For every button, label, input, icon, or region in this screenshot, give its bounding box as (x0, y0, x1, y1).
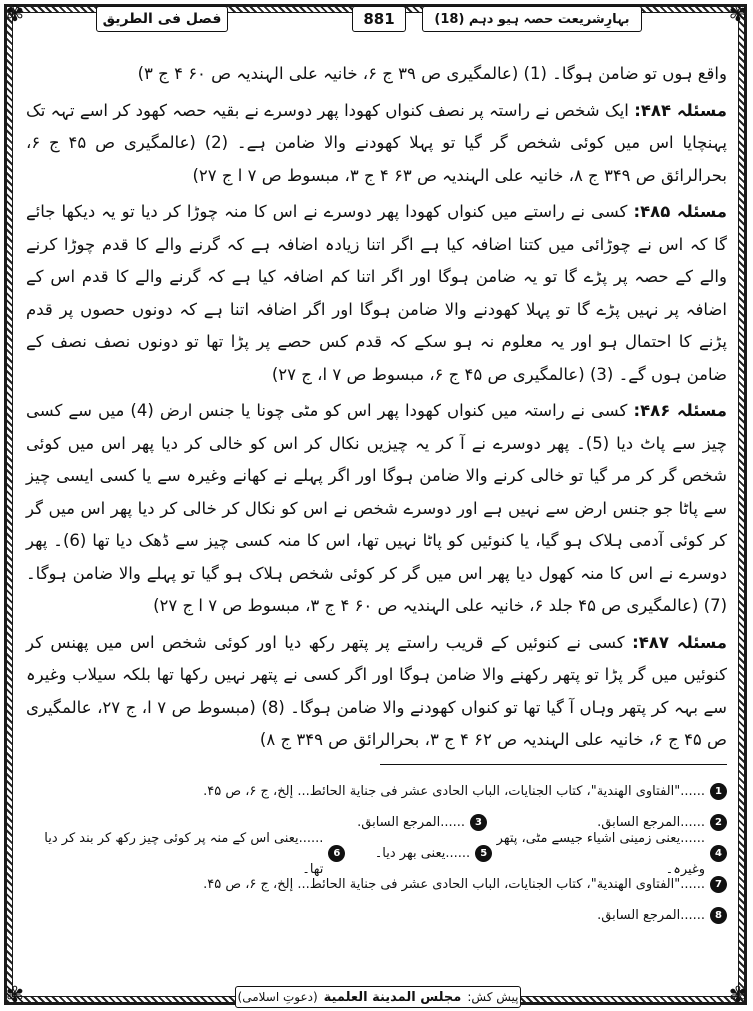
footnote-row (26, 776, 727, 807)
footnote-number-icon: 4 (710, 845, 727, 862)
footnote-number-icon: 2 (710, 814, 727, 831)
footnote-row (26, 900, 727, 931)
page-number: 881 (352, 6, 406, 32)
footnote-8: 8 ......المرجع السابق. (597, 900, 727, 931)
masala-text: کسی نے راستہ میں کنواں کھودا پھر اس کو مٹی چونا یا جنس ارض (4) میں سے کسی چیز سے پاٹ دیا (5)۔ پھر دوسرے نے آ کر یہ چیزیں نکال کر اس کو خالی کر دیا پھر اس میں کوئی شخص گر کر مر گیا تو خالی کرنے والا ضامن ہوگا اور اگر پہلے نے کھانے وغیرہ سے یا کسی ایسی چیز سے پاٹا جو جنس ارض سے نہیں ہے اور دوسرے شخص نے اس کو نکال کر خالی کر دیا پھر اس میں گر کر کوئی آدمی ہلاک ہو گیا، یا کنوئیں کو پاٹا نہیں تھا، اس کا منہ کسی چیز سے ڈھک دیا تھا (6)۔ پھر دوسرے نے اس کا منہ کھول دیا پھر اس میں گر کر کوئی شخص ہلاک ہو گیا تو پہلے والا ضامن ہوگا۔ (7) (عالمگیری ص ۴۵ جلد ۶، خانیہ علی الہندیہ ص ۶۰ ۴ ج ۳، مبسوط ص ۷ ا ج ۲۷) (26, 401, 727, 615)
masala-label: مسئلہ ۴۸۴: (634, 100, 727, 120)
masala-485 (26, 196, 727, 391)
footnote-row (26, 830, 727, 877)
masala-484 (26, 95, 727, 193)
footer-org: مجلس المدینة العلمیة (323, 989, 462, 1005)
masala-486 (26, 395, 727, 623)
footnote-number-icon: 6 (328, 845, 345, 862)
footer-suffix: (دعوتِ اسلامی) (237, 990, 318, 1004)
footnote-separator (380, 764, 727, 765)
footnotes (26, 776, 727, 931)
corner-ornament-icon: ✾ (728, 2, 748, 27)
footnote-5: 5 ......یعنی بھر دیا۔ (345, 838, 492, 869)
masala-label: مسئلہ ۴۸۶: (633, 401, 727, 420)
footnote-3: 3 ......المرجع السابق. (357, 807, 487, 838)
footnote-1: 1 ......"الفتاوی الهندیة"، کتاب الجنایات، الباب الحادی عشر فی جنایة الحائط... إلخ، ج ۶، ص ۴۵. (203, 776, 727, 807)
paragraph-continuation: واقع ہوں تو ضامن ہوگا۔ (1) (عالمگیری ص ۳۹ ج ۶، خانیہ علی الہندیہ ص ۶۰ ۴ ج ۳) (137, 64, 727, 83)
footnote-2: 2 ......المرجع السابق. (487, 807, 727, 838)
footnote-6: 6 ......یعنی اس کے منہ پر کوئی چیز رکھ کر بند کر دیا تھا۔ (26, 823, 345, 885)
masala-label: مسئلہ ۴۸۵: (633, 202, 727, 221)
footnote-7: 7 ......"الفتاوی الهندیة"، کتاب الجنایات، الباب الحادی عشر فی جنایة الحائط... إلخ، ج ۶، ص ۴۵. (203, 869, 727, 900)
corner-ornament-icon: ✾ (5, 983, 25, 1008)
main-text (26, 58, 727, 757)
chapter-title: فصل فی الطریق (96, 6, 228, 32)
masala-label: مسئلہ ۴۸۷: (632, 632, 728, 652)
footnote-number-icon: 7 (710, 876, 727, 893)
masala-487 (26, 627, 727, 757)
footnote-number-icon: 3 (470, 814, 487, 831)
footnote-number-icon: 5 (475, 845, 492, 862)
footnote-4: 4 ......یعنی زمینی اشیاء جیسے مٹی، پتھر وغیرہ۔ (492, 823, 727, 885)
masala-text: کسی نے راستے میں کنواں کھودا پھر دوسرے نے اس کا منہ چوڑا کر دیا تو یہ دیکھا جائے گا کہ اس نے چوڑائی میں کتنا اضافہ کیا ہے اگر اتنا زیادہ اضافہ ہے کہ گرنے والے کا قدم چوڑا کرنے والے کے حصہ پر پڑے گا تو یہ ضامن ہوگا اور اگر اتنا کم اضافہ کیا ہے کہ گرنے والے کا قدم اس کے اضافہ پر نہیں پڑے گا تو پہلا کھودنے والا ضامن ہوگا اور اگر اضافہ اتنا ہے کہ دونوں حصوں پر قدم پڑنے کا احتمال ہو اور یہ معلوم نہ ہو سکے کہ قدم کس حصے پر پڑا تھا تو دونوں نصف نصف کے ضامن ہوں گے۔ (3) (عالمگیری ص ۴۵ ج ۶، مبسوط ص ۷ ا، ج ۲۷) (26, 202, 727, 384)
footnote-number-icon: 8 (710, 907, 727, 924)
footer-prefix: پیش کش: (467, 990, 519, 1004)
masala-text: ایک شخص نے راستہ پر نصف کنواں کھودا پھر دوسرے نے بقیہ حصہ کھود کر اسے تہہ تک پہنچایا اس میں کوئی شخص گر گیا تو پہلا کھودنے والا ضامن ہے۔ (2) (عالمگیری ص ۴۵ ج ۶، بحرالرائق ص ۳۴۹ ج ۸، خانیہ علی الہندیہ ص ۶۳ ۴ ج ۳، مبسوط ص ۷ ا ج ۲۷) (26, 100, 728, 185)
corner-ornament-icon: ✾ (728, 983, 748, 1008)
corner-ornament-icon: ✾ (5, 2, 25, 27)
masala-text: کسی نے کنوئیں کے قریب راستے پر پتھر رکھ دیا اور کوئی شخص اس میں پھنس کر کنوئیں میں گر پڑا تو پتھر رکھنے والا ضامن ہوگا اور اگر کسی نے پتھر نہیں رکھا تھا بلکہ سیلاب وغیرہ سے بہہ کر پتھر وہاں آ گیا تھا تو کنواں کھودنے والا ضامن ہوگا۔ (8) (مبسوط ص ۷ ا، ج ۲۷، عالمگیری ص ۴۵ ج ۶، خانیہ علی الہندیہ ص ۶۲ ۴ ج ۳، بحرالرائق ص ۳۴۹ ج ۸) (26, 632, 727, 749)
footnote-number-icon: 1 (710, 783, 727, 800)
book-title: بہارِشریعت حصہ ہیو دہم (18) (422, 6, 642, 32)
page-header (30, 6, 723, 34)
page-footer (235, 986, 521, 1008)
